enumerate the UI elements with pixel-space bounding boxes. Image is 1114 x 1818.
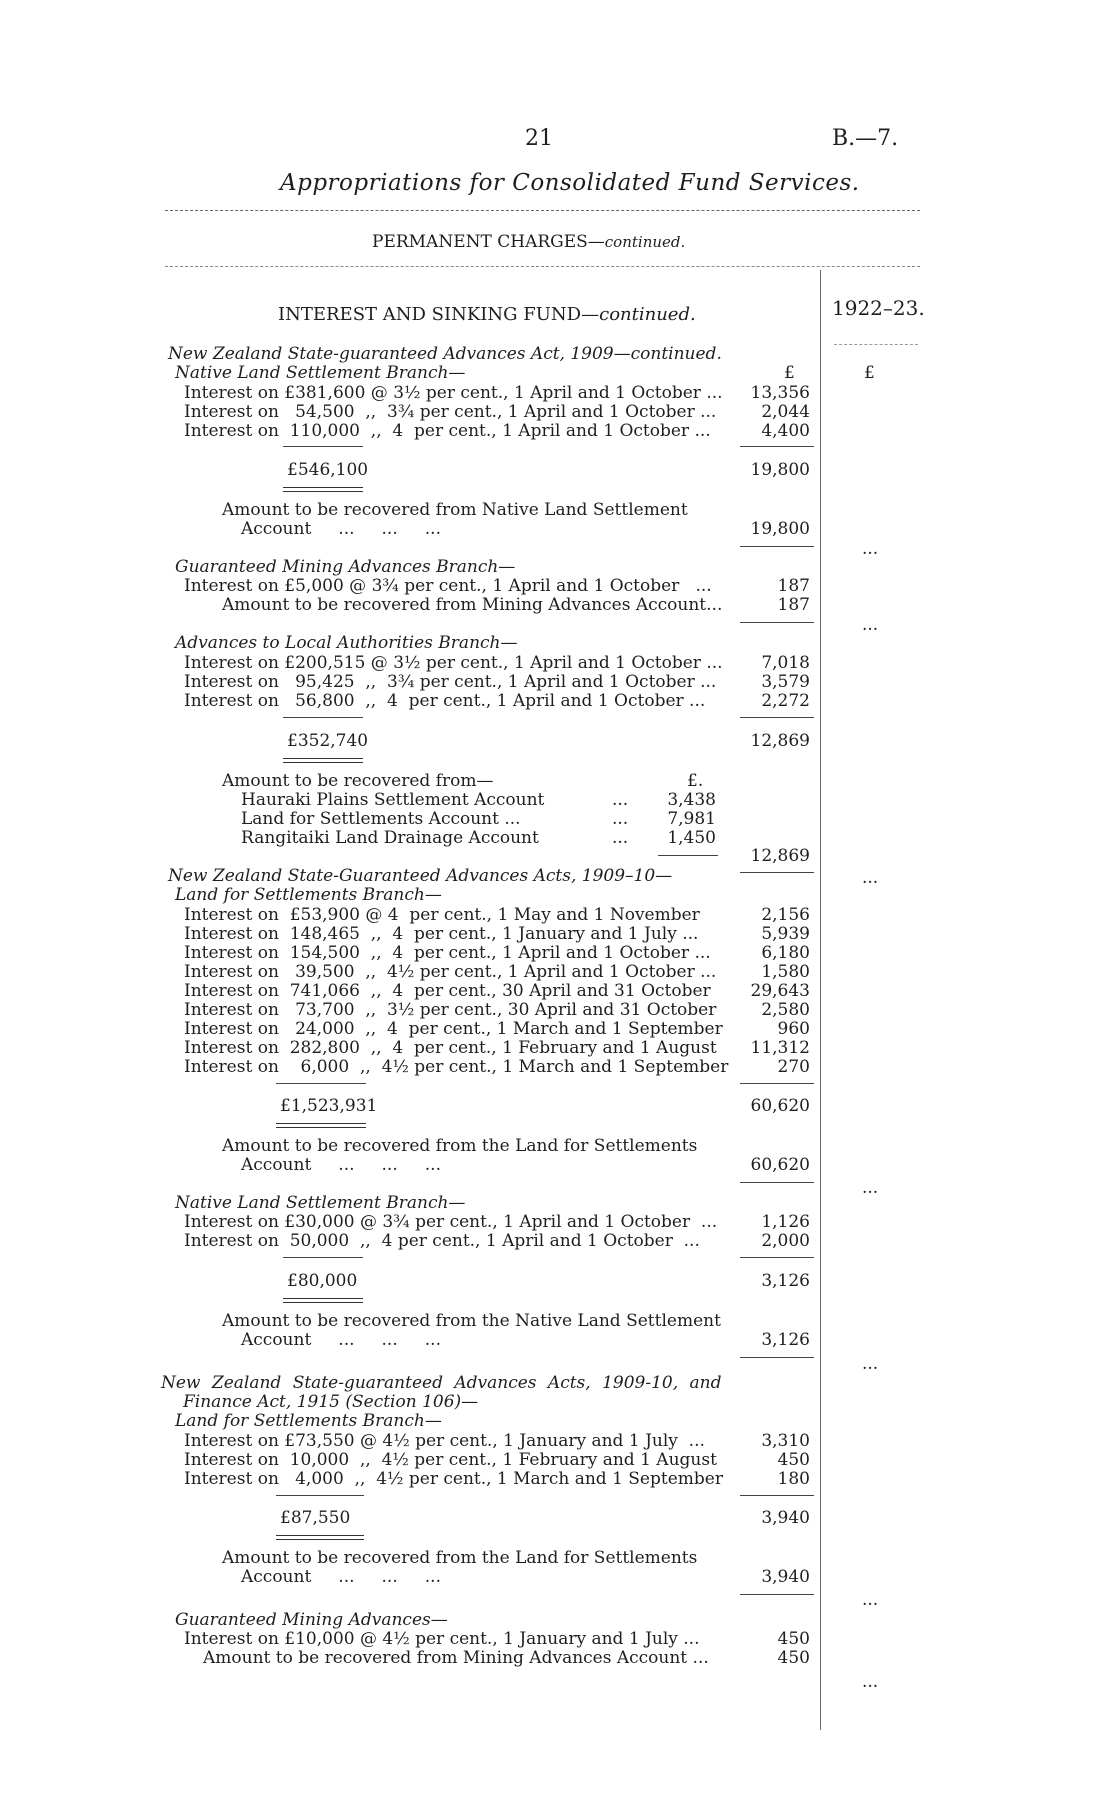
s5-row-1: Interest on £30,000 @ 3¾ per cent., 1 April and 1 October ...: [184, 1212, 718, 1232]
s3-recover-rule: [658, 855, 718, 856]
s4-row-9-amount: 270: [777, 1057, 810, 1077]
s4-row-4: Interest on 39,500 ,, 4½ per cent., 1 April and 1 October ...: [184, 962, 717, 982]
s1-recover-line-2: Account ... ... ...: [241, 519, 441, 539]
s4-total: 60,620: [750, 1096, 810, 1116]
s3-recover-item-2-dots: ...: [612, 809, 629, 829]
s4-row-8-amount: 11,312: [750, 1038, 810, 1058]
s6-total: 3,940: [761, 1508, 810, 1528]
permanent-charges-label: PERMANENT CHARGES—: [372, 232, 605, 252]
s3-row-1: Interest on £200,515 @ 3½ per cent., 1 April and 1 October ...: [184, 653, 723, 673]
s7-row-amount: 450: [777, 1629, 810, 1649]
s5-recover-line-2: Account ... ... ...: [241, 1330, 441, 1350]
s5-heading: Native Land Settlement Branch—: [175, 1193, 466, 1213]
s4-row-1-amount: 2,156: [761, 905, 810, 925]
pound-sign-left: £: [784, 363, 795, 383]
s5-end-rule: [740, 1357, 814, 1358]
s4-row-2-amount: 5,939: [761, 924, 810, 944]
s3-year-dots: ...: [862, 868, 879, 888]
s3-recover-item-2: Land for Settlements Account ...: [241, 809, 521, 829]
s6-year-dots: ...: [862, 1590, 879, 1610]
s3-amount-rule: [740, 717, 814, 718]
s6-end-rule: [740, 1594, 814, 1595]
s6-branch-heading: Land for Settlements Branch—: [175, 1411, 442, 1431]
document-reference: B.—7.: [832, 126, 899, 151]
s4-row-7-amount: 960: [777, 1019, 810, 1039]
s3-heading: Advances to Local Authorities Branch—: [175, 633, 518, 653]
page-title: Appropriations for Consolidated Fund Services.: [280, 170, 860, 196]
s2-row-amount: 187: [777, 576, 810, 596]
s1-recover-amount: 19,800: [750, 519, 810, 539]
s1-principal-total: £546,100: [287, 460, 369, 480]
s1-row-2-amount: 2,044: [761, 402, 810, 422]
s3-principal-rule: [283, 717, 363, 718]
s3-recover-item-2-amount: 7,981: [667, 809, 716, 829]
s5-recover-line-1: Amount to be recovered from the Native Land Settlement: [222, 1311, 721, 1331]
s7-row: Interest on £10,000 @ 4½ per cent., 1 January and 1 July ...: [184, 1629, 700, 1649]
s3-end-rule: [740, 872, 814, 873]
s6-act-heading-2: Finance Act, 1915 (Section 106)—: [183, 1392, 479, 1412]
s6-amount-rule: [740, 1495, 814, 1496]
s7-year-dots: ...: [862, 1672, 879, 1692]
s2-recover-amount: 187: [777, 595, 810, 615]
s6-act-heading-1: New Zealand State-guaranteed Advances Acts, 1909-10, and: [161, 1373, 722, 1393]
column-divider-amounts: [820, 270, 821, 1730]
s3-row-1-amount: 7,018: [761, 653, 810, 673]
s4-branch-heading: Land for Settlements Branch—: [175, 885, 442, 905]
s6-recover-line-1: Amount to be recovered from the Land for Settlements: [222, 1548, 698, 1568]
s1-act-heading: New Zealand State-guaranteed Advances Act, 1909—continued.: [168, 344, 722, 364]
title-rule: [165, 210, 920, 211]
s4-act-heading: New Zealand State-Guaranteed Advances Acts, 1909–10—: [168, 866, 673, 886]
year-column-header: 1922–23.: [832, 296, 925, 320]
s1-end-rule: [740, 546, 814, 547]
s1-amount-rule: [740, 446, 814, 447]
s4-double-rule: [276, 1123, 366, 1128]
s5-amount-rule: [740, 1257, 814, 1258]
page-number: 21: [525, 126, 553, 151]
s3-recover-intro: Amount to be recovered from—: [222, 771, 494, 791]
s1-row-3-amount: 4,400: [761, 421, 810, 441]
s5-row-1-amount: 1,126: [761, 1212, 810, 1232]
s7-heading: Guaranteed Mining Advances—: [175, 1610, 448, 1630]
s2-heading: Guaranteed Mining Advances Branch—: [175, 557, 516, 577]
s3-row-3: Interest on 56,800 ,, 4 per cent., 1 April and 1 October ...: [184, 691, 706, 711]
subtitle-rule: [165, 266, 920, 267]
s4-amount-rule: [740, 1083, 814, 1084]
s6-row-3-amount: 180: [777, 1469, 810, 1489]
s3-row-2-amount: 3,579: [761, 672, 810, 692]
s4-row-7: Interest on 24,000 ,, 4 per cent., 1 March and 1 September: [184, 1019, 723, 1039]
s4-year-dots: ...: [862, 1178, 879, 1198]
s6-principal-rule: [276, 1495, 364, 1496]
s4-row-3-amount: 6,180: [761, 943, 810, 963]
pound-sign-right: £: [864, 363, 875, 383]
s5-principal-total: £80,000: [287, 1271, 358, 1291]
s6-principal-total: £87,550: [280, 1508, 351, 1528]
s3-recover-item-1: Hauraki Plains Settlement Account: [241, 790, 545, 810]
s5-row-2: Interest on 50,000 ,, 4 per cent., 1 April and 1 October ...: [184, 1231, 700, 1251]
s3-recover-total: 12,869: [750, 846, 810, 866]
section-heading: [278, 304, 696, 325]
s2-year-dots: ...: [862, 615, 879, 635]
s1-double-rule: [283, 487, 363, 492]
s1-branch-heading: Native Land Settlement Branch—: [175, 363, 466, 383]
s6-recover-line-2: Account ... ... ...: [241, 1567, 441, 1587]
s4-recover-line-1: Amount to be recovered from the Land for Settlements: [222, 1136, 698, 1156]
s5-year-dots: ...: [862, 1354, 879, 1374]
s3-total: 12,869: [750, 731, 810, 751]
s4-recover-amount: 60,620: [750, 1155, 810, 1175]
permanent-charges-heading: [372, 232, 685, 252]
s2-row: Interest on £5,000 @ 3¾ per cent., 1 April and 1 October ...: [184, 576, 712, 596]
s5-principal-rule: [283, 1257, 363, 1258]
s1-row-1-amount: 13,356: [750, 383, 810, 403]
s1-row-3: Interest on 110,000 ,, 4 per cent., 1 April and 1 October ...: [184, 421, 711, 441]
s6-double-rule: [276, 1535, 364, 1540]
s6-row-3: Interest on 4,000 ,, 4½ per cent., 1 March and 1 September: [184, 1469, 723, 1489]
s3-recover-item-3-amount: 1,450: [667, 828, 716, 848]
s6-row-1: Interest on £73,550 @ 4½ per cent., 1 January and 1 July ...: [184, 1431, 705, 1451]
s6-row-1-amount: 3,310: [761, 1431, 810, 1451]
s2-end-rule: [740, 622, 814, 623]
s4-row-6: Interest on 73,700 ,, 3½ per cent., 30 April and 31 October: [184, 1000, 717, 1020]
s7-recover-amount: 450: [777, 1648, 810, 1668]
section-heading-label: INTEREST AND SINKING FUND—: [278, 304, 600, 325]
s4-row-6-amount: 2,580: [761, 1000, 810, 1020]
s4-row-2: Interest on 148,465 ,, 4 per cent., 1 January and 1 July ...: [184, 924, 699, 944]
s3-principal-total: £352,740: [287, 731, 369, 751]
s4-row-3: Interest on 154,500 ,, 4 per cent., 1 April and 1 October ...: [184, 943, 711, 963]
permanent-charges-cont: continued.: [604, 233, 686, 251]
s1-principal-rule: [283, 446, 363, 447]
s1-total: 19,800: [750, 460, 810, 480]
s4-end-rule: [740, 1182, 814, 1183]
s3-double-rule: [283, 758, 363, 763]
s4-row-9: Interest on 6,000 ,, 4½ per cent., 1 March and 1 September: [184, 1057, 729, 1077]
s1-row-1: Interest on £381,600 @ 3½ per cent., 1 April and 1 October ...: [184, 383, 723, 403]
s5-recover-amount: 3,126: [761, 1330, 810, 1350]
s3-recover-item-3-dots: ...: [612, 828, 629, 848]
s7-recover: Amount to be recovered from Mining Advances Account ...: [203, 1648, 709, 1668]
s4-row-5-amount: 29,643: [750, 981, 810, 1001]
s4-principal-total: £1,523,931: [280, 1096, 378, 1116]
s4-recover-line-2: Account ... ... ...: [241, 1155, 441, 1175]
s1-row-2: Interest on 54,500 ,, 3¾ per cent., 1 April and 1 October ...: [184, 402, 717, 422]
s5-double-rule: [283, 1298, 363, 1303]
s4-row-5: Interest on 741,066 ,, 4 per cent., 30 April and 31 October: [184, 981, 711, 1001]
s3-recover-item-1-amount: 3,438: [667, 790, 716, 810]
s4-row-1: Interest on £53,900 @ 4 per cent., 1 May and 1 November: [184, 905, 700, 925]
s6-row-2-amount: 450: [777, 1450, 810, 1470]
s3-recover-item-3: Rangitaiki Land Drainage Account: [241, 828, 539, 848]
s4-row-8: Interest on 282,800 ,, 4 per cent., 1 February and 1 August: [184, 1038, 717, 1058]
s2-recover: Amount to be recovered from Mining Advances Account...: [222, 595, 723, 615]
s3-row-3-amount: 2,272: [761, 691, 810, 711]
s1-recover-line-1: Amount to be recovered from Native Land Settlement: [222, 500, 688, 520]
s4-principal-rule: [276, 1083, 366, 1084]
s4-row-4-amount: 1,580: [761, 962, 810, 982]
pound-sign-small: £.: [687, 771, 704, 791]
s3-recover-item-1-dots: ...: [612, 790, 629, 810]
s1-year-dots: ...: [862, 539, 879, 559]
section-heading-cont: continued.: [599, 304, 696, 325]
s5-total: 3,126: [761, 1271, 810, 1291]
s3-row-2: Interest on 95,425 ,, 3¾ per cent., 1 April and 1 October ...: [184, 672, 717, 692]
s6-row-2: Interest on 10,000 ,, 4½ per cent., 1 February and 1 August: [184, 1450, 717, 1470]
year-header-rule: [834, 344, 918, 345]
s5-row-2-amount: 2,000: [761, 1231, 810, 1251]
s6-recover-amount: 3,940: [761, 1567, 810, 1587]
